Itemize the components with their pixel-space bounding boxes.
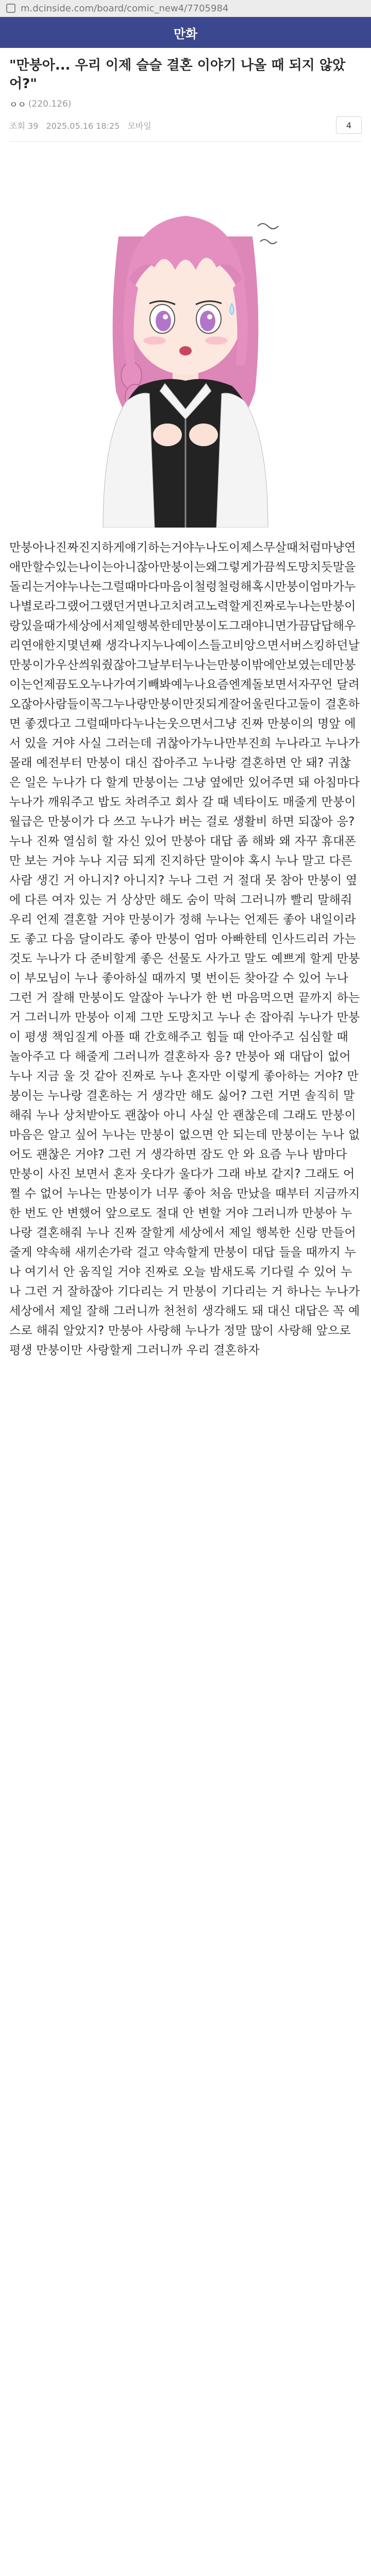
view-count: 조회 39 [9,121,39,131]
post-meta [9,116,362,142]
gallery-name-bar[interactable] [0,17,371,48]
post-body: 만붕아나진짜진지하게얘기하는거야누나도이제스무살때처럼마냥연애만할수있는나이는아니잖아만붕이는왜그렇게가끔씩도망치듯말을돌리는거야누나는그럴때마다마음이철렁철렁해혹시만붕이엄마가누나별로라그랬어그랬던거면나고치려고노력할게진짜로누나는만붕이랑있을때가세상에서제일행복한데만붕이도그래야니면가끔답답해우리연애한지몇년째 생각나지누나예이스들고비앙으면서버스킹하던날만붕이가우산씌워줬잖아그날부터누나는만붕이밖에안보였는데만붕이는언제끔도오누나가여기빼봐예누나요즘엔계돌보면서자꾸언 달려오잖아사람들이꼭그누나랑만붕이만짓되게잘어울린다고둘이 결혼하면 좋겠다고 그럴때마다누나는웃으면서그냥 진짜 만붕이의 명앞 에 서 있을 거야 사실 그러는데 귀찮아가누나만부진희 누나라고 누나가 몰래 예전부터 만붕이 대신 잡아주고 누나랑 결혼하면 안 돼? 귀찮은 일은 누나가 다 할게 만붕이는 그냥 옆에만 있어주면 돼 아침마다 누나가 깨워주고 밥도 차려주고 회사 갈 때 넥타이도 매줄게 만붕이 월급은 만붕이가 다 쓰고 누나가 버는 걸로 생활비 하면 되잖아 응? 누나 진짜 열심히 할 자신 있어 만붕아 대답 좀 해봐 왜 자꾸 휴대폰만 보는 거야 누나 지금 되게 진지하단 말이야 혹시 누나 말고 다른 사람 생긴 거 아니지? 아니지? 누나 그런 거 절대 못 참아 만붕이 옆에 다른 여자 있는 거 상상만 해도 숨이 막혀 그러니까 빨리 말해줘 우리 언제 결혼할 거야 만붕이가 정해 누나는 언제든 좋아 내일이라도 좋고 다음 달이라도 좋아 만붕이 엄마 아빠한테 인사드리러 가는 것도 누나가 다 준비할게 좋은 선물도 사가고 말도 예쁘게 할게 만붕이 부모님이 누나 좋아하실 때까지 몇 번이든 찾아갈 수 있어 누나 그런 거 잘해 만붕이도 알잖아 누나가 한 번 마음먹으면 끝까지 하는 거 그러니까 만붕아 이제 그만 도망치고 누나 손 잡아줘 누나가 만붕이 평생 책임질게 아플 때 간호해주고 힘들 때 안아주고 심심할 때 놀아주고 다 해줄게 그러니까 결혼하자 응? 만붕아 왜 대답이 없어 누나 지금 울 것 같아 진짜로 누나 혼자만 이렇게 좋아하는 거야? 만붕이는 누나랑 결혼하는 거 생각만 해도 싫어? 그런 거면 솔직히 말해줘 누나 상처받아도 괜찮아 아니 사실 안 괜찮은데 그래도 만붕이 마음은 알고 싶어 누나는 만붕이 없으면 안 되는데 만붕이는 누나 없어도 괜찮은 거야? 그런 거 생각하면 잠도 안 와 요즘 누나 밤마다 만붕이 사진 보면서 혼자 웃다가 울다가 그래 바보 같지? 그래도 어쩔 수 없어 누나는 만붕이가 너무 좋아 처음 만났을 때부터 지금까지 한 번도 안 변했어 앞으로도 절대 안 변할 거야 그러니까 만붕아 누나랑 결혼해줘 누나 진짜 잘할게 세상에서 제일 행복한 신랑 만들어줄게 약속해 새끼손가락 걸고 약속할게 만붕이 대답 들을 때까지 누나 여기서 안 움직일 거야 진짜로 오늘 밤새도록 기다릴 수 있어 누나 그런 거 잘하잖아 기다리는 거 만붕이 기다리는 거 하나는 누나가 세상에서 제일 잘해 그러니까 천천히 생각해도 돼 대신 대답은 꼭 예스로 해줘 알았지? 만붕아 사랑해 누나가 정말 많이 사랑해 앞으로 평생 만붕이만 사랑할게 그러니까 우리 결혼하자 [9,541,360,1357]
writer-nick[interactable]: ㅇㅇ [9,100,26,110]
gallery-name: 만화 [173,26,198,41]
device-label: 모바일 [127,121,151,131]
writer-info [9,97,362,110]
post-title: "만붕아... 우리 이제 슬슬 결혼 이야기 나올 때 되지 않았어?" [9,58,346,92]
writer-ip: (220.126) [28,98,72,109]
anime-girl-illustration [0,149,371,528]
post-image [0,149,371,528]
browser-url-bar[interactable] [0,0,371,17]
comment-count-badge[interactable]: 4 [336,116,362,134]
lock-icon [6,4,15,13]
post-date: 2025.05.16 18:25 [46,121,120,131]
post-header [0,48,371,142]
url-text: m.dcinside.com/board/comic_new4/7705984 [21,3,229,14]
